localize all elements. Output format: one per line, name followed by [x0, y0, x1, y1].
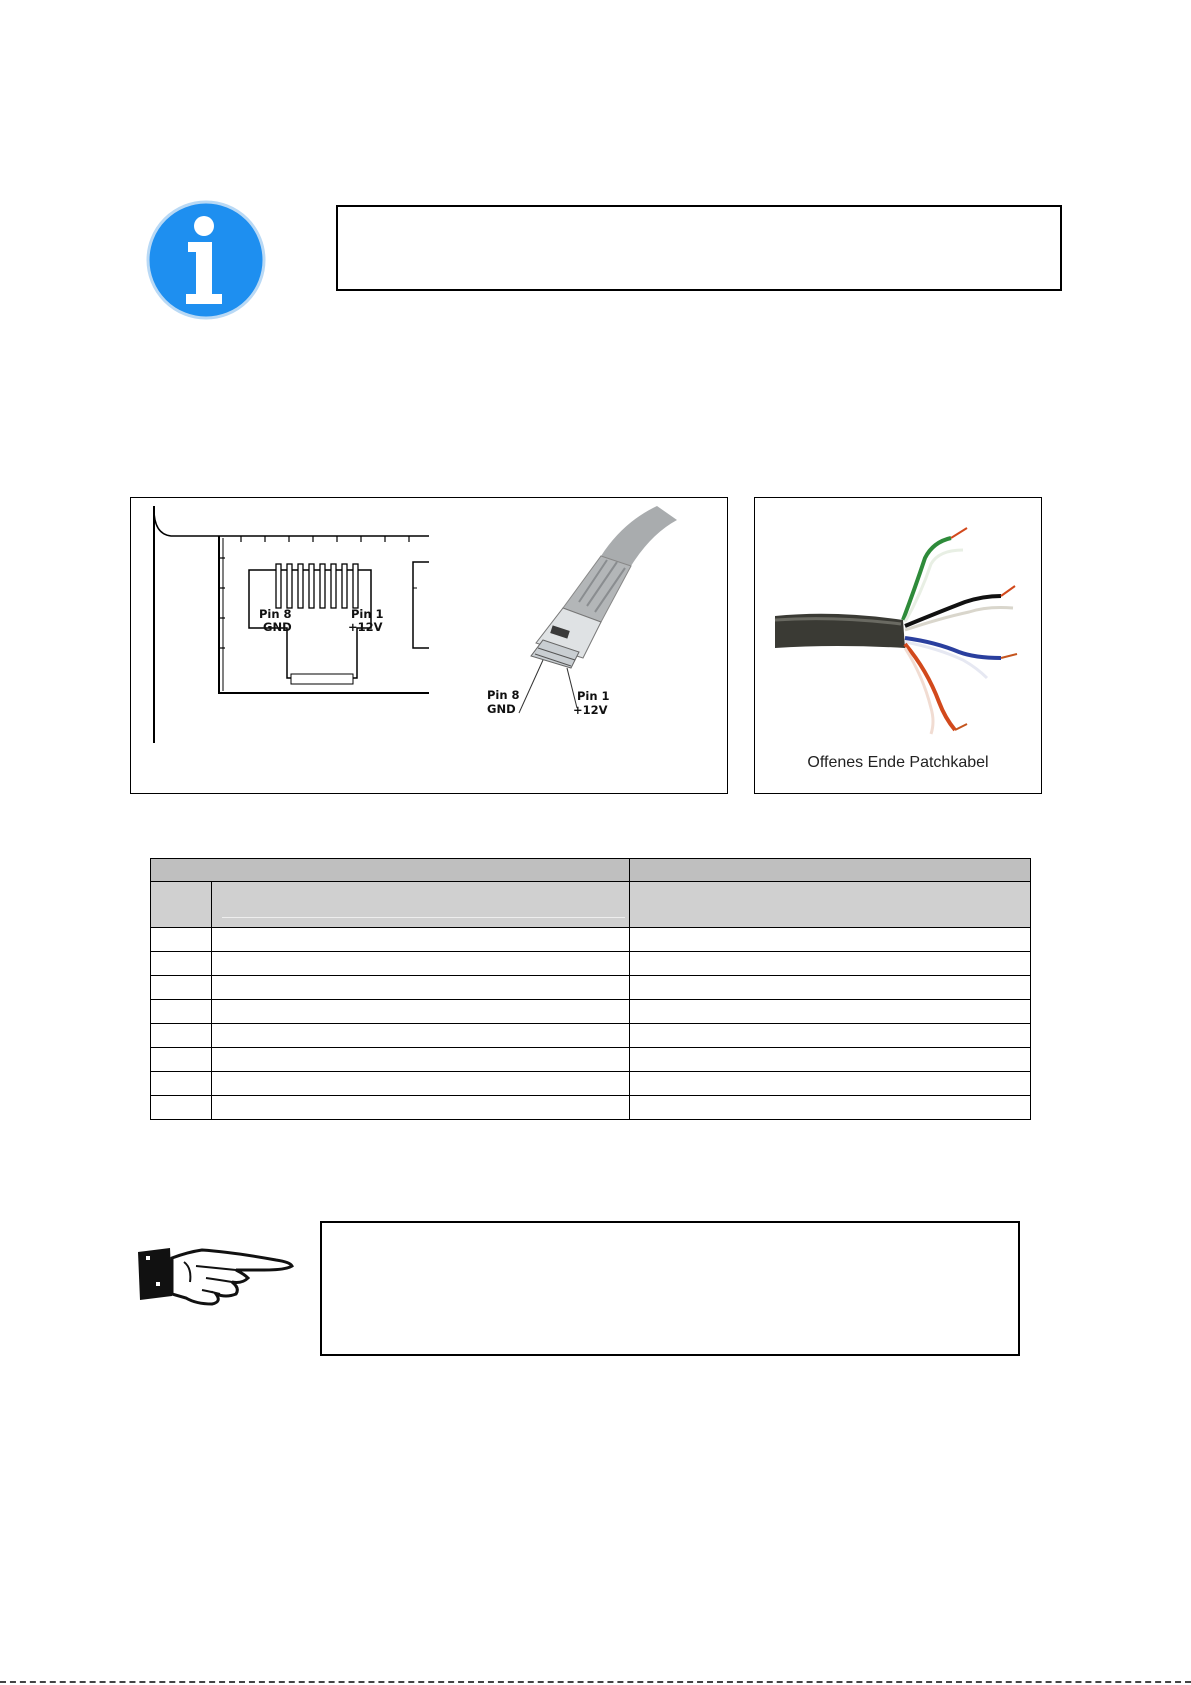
- patch-cable-photo: [754, 497, 1042, 794]
- page-border-line: [0, 1681, 1191, 1683]
- pointing-hand-icon: [136, 1238, 296, 1318]
- table-row: [151, 1096, 1031, 1120]
- table-header-row: [151, 859, 1031, 882]
- rj45-pinout-figure: [130, 497, 728, 794]
- table-cell: [151, 1000, 212, 1024]
- table-row: [151, 952, 1031, 976]
- table-cell: [151, 1024, 212, 1048]
- table-cell: [630, 1096, 1031, 1120]
- plug-pin8-signal: GND: [487, 702, 516, 716]
- table-cell: [212, 928, 630, 952]
- table-cell: [630, 952, 1031, 976]
- table-cell: [630, 1024, 1031, 1048]
- table-cell: [630, 1072, 1031, 1096]
- socket-pin1-label: Pin 1: [351, 607, 384, 621]
- plug-pin1-label: Pin 1: [577, 689, 610, 703]
- table-cell: [630, 1000, 1031, 1024]
- hint-note-box: [320, 1221, 1020, 1356]
- table-cell: [212, 1000, 630, 1024]
- cable-caption: Offenes Ende Patchkabel: [807, 754, 989, 771]
- table-subheader-row: [151, 882, 1031, 928]
- socket-pin1-signal: +12V: [348, 620, 383, 634]
- info-note-box: [336, 205, 1062, 291]
- table-header-cell: [630, 859, 1031, 882]
- table-header-cell: [630, 882, 1031, 928]
- plug-pin8-label: Pin 8: [487, 688, 520, 702]
- table-row: [151, 1048, 1031, 1072]
- pin-assignment-table: [150, 858, 1031, 1120]
- table-row: [151, 976, 1031, 1000]
- table-cell: [151, 1072, 212, 1096]
- info-icon: [146, 196, 274, 326]
- table-cell: [212, 1024, 630, 1048]
- table-header-cell: [151, 882, 212, 928]
- table-row: [151, 1072, 1031, 1096]
- table-cell: [212, 1072, 630, 1096]
- table-cell: [212, 976, 630, 1000]
- table-cell: [212, 1096, 630, 1120]
- table-row: [151, 928, 1031, 952]
- table-cell: [151, 1048, 212, 1072]
- socket-pin8-label: Pin 8: [259, 607, 292, 621]
- table-cell: [151, 1096, 212, 1120]
- table-cell: [151, 928, 212, 952]
- table-cell: [212, 1048, 630, 1072]
- table-cell: [212, 952, 630, 976]
- table-row: [151, 1024, 1031, 1048]
- plug-pin1-signal: +12V: [573, 703, 608, 717]
- table-header-cell: [212, 882, 630, 928]
- table-cell: [630, 1048, 1031, 1072]
- table-cell: [151, 976, 212, 1000]
- socket-pin8-signal: GND: [263, 620, 292, 634]
- table-cell: [630, 976, 1031, 1000]
- table-cell: [151, 952, 212, 976]
- table-header-cell: [151, 859, 630, 882]
- table-row: [151, 1000, 1031, 1024]
- table-cell: [630, 928, 1031, 952]
